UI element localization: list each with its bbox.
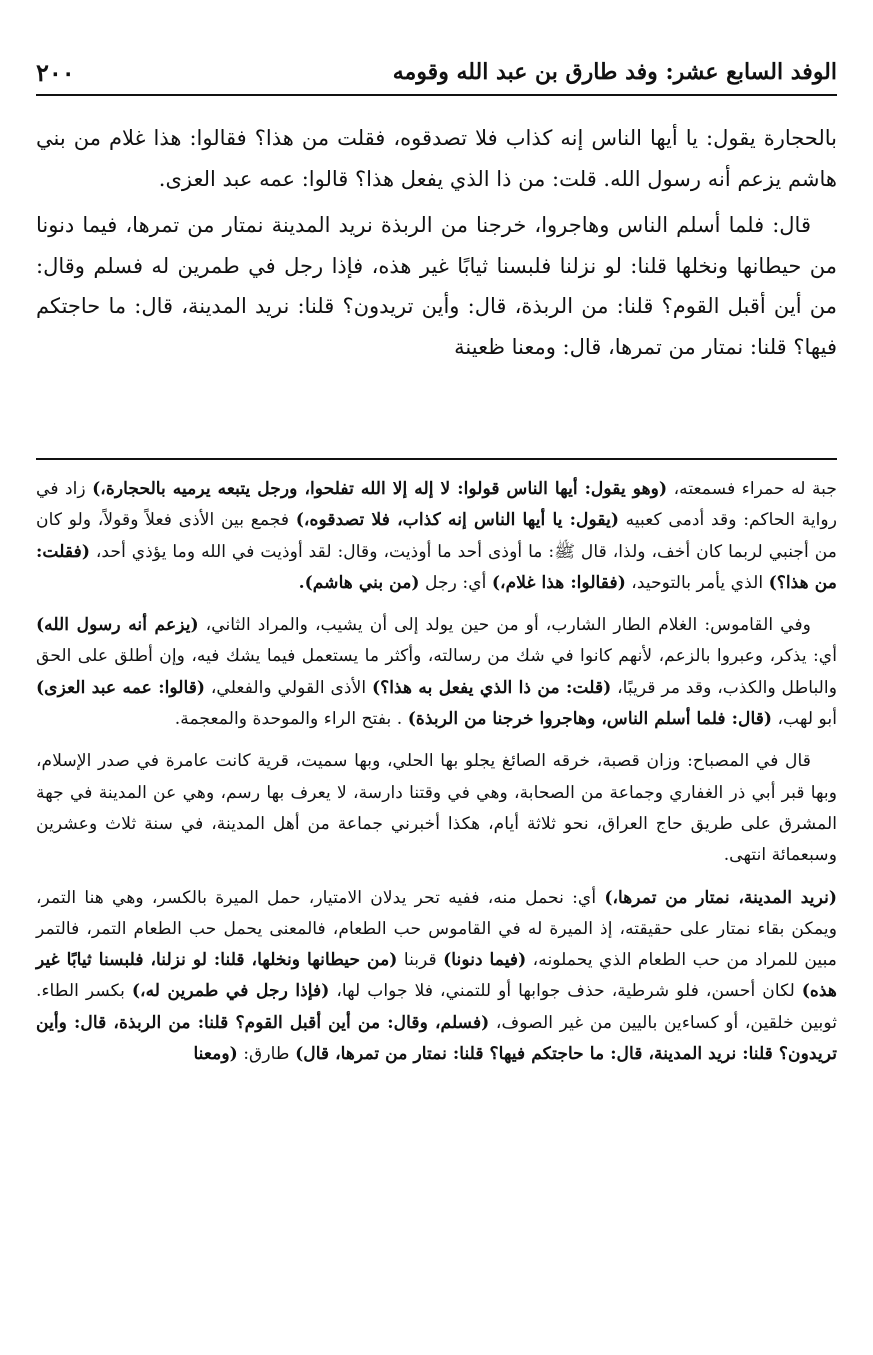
footnote-text: طارق:	[237, 1044, 296, 1065]
footnote-text: أي: نحمل منه، ففيه تحر يدلان الامتيار، حمل الميرة بالكسر، وهي هنا التمر، ويمكن بقاء نمتار على حقيقته، إذ الميرة له في القاموس حب الطعام، فالمعنى يحمل حب الطعام التمر، فالتمر مبين للمراد من حب الطعام الذي يحملونه،	[36, 887, 838, 971]
main-paragraph: بالحجارة يقول: يا أيها الناس إنه كذاب فلا تصدقوه، فقلت من هذا؟ فقالوا: هذا غلام من بني هاشم يزعم أنه رسول الله. قلت: من ذا الذي يفعل هذا؟ قالوا: عمه عبد العزى.	[36, 126, 837, 191]
footnote-text: جبة له حمراء فسمعته،	[667, 479, 837, 499]
running-header	[36, 50, 837, 96]
main-paragraph: قال: فلما أسلم الناس وهاجروا، خرجنا من الربذة نريد المدينة نمتار من تمرها، فيما دنونا من حيطانها ونخلها قلنا: لو نزلنا فلبسنا ثيابًا غير هذه، فإذا رجل في طمرين له فسلم وقال: من أين أقبل القوم؟ قلنا: من الربذة، قال: وأين تريدون؟ قلنا: نريد المدينة، قال: ما حاجتكم فيها؟ قلنا: نمتار من تمرها، قال: ومعنا ظعينة	[36, 213, 837, 359]
footnote-paragraph	[36, 610, 837, 735]
quoted-hadith-text: (فسلم، وقال: من أين أقبل القوم؟ قلنا: من الربذة، قال: وأين تريدون؟ قلنا: نريد المدينة، قال: ما حاجتكم فيها؟ قلنا: نمتار من تمرها، قال)	[36, 1012, 837, 1065]
footnote-text: . بفتح الراء والموحدة والمعجمة.	[174, 709, 408, 730]
quoted-hadith-text: (فإذا رجل في طمرين له،)	[131, 981, 330, 1002]
quoted-hadith-text: (وهو يقول: أيها الناس قولوا: لا إله إلا الله تفلحوا، ورجل يتبعه يرميه بالحجارة،)	[92, 479, 668, 499]
chapter-title: الوفد السابع عشر: وفد طارق بن عبد الله وقومه	[392, 59, 837, 85]
book-page	[36, 0, 837, 1355]
footnote-paragraph	[36, 474, 837, 599]
quoted-hadith-text: (ومعنا	[193, 1044, 238, 1065]
footnote-text: لكان أحسن، فلو شرطية، حذف جوابها أو للتمني، فلا جواب لها،	[329, 981, 802, 1002]
footnotes-section	[36, 474, 837, 1081]
footnote-paragraph: قال في المصباح: وزان قصبة، خرقه الصائغ يجلو بها الحلي، وبها سميت، قرية كانت عامرة في صدر الإسلام، وبها قبر أبي ذر الغفاري وجماعة من الصحابة، وهي في وقتنا دارسة، لا يعرف بها رسم، وهي عن المدينة في جهة المشرق على طريق حاج العراق، نحو ثلاثة أيام، هكذا أخبرني جماعة من أهل المدينة، في سنة ثلاث وعشرين وسبعمائة انتهى.	[36, 751, 837, 866]
quoted-hadith-text: (من حيطانها ونخلها، قلنا: لو نزلنا، فلبسنا ثيابًا غير هذه)	[36, 950, 837, 1002]
footnote-text: أي: رجل	[419, 572, 492, 593]
footnote-paragraph	[36, 883, 837, 1071]
quoted-hadith-text: (قالوا: عمه عبد العزى)	[36, 677, 206, 698]
footnote-text: بكسر الطاء. ثوبين خلقين، أو كساءين باليين من غير الصوف،	[36, 981, 837, 1033]
quoted-hadith-text: (نريد المدينة، نمتار من تمرها،)	[604, 887, 837, 908]
quoted-hadith-text: (يقول: يا أيها الناس إنه كذاب، فلا تصدقوه،)	[295, 510, 619, 531]
footnote-text: فجمع بين الأذى فعلاً وقولاً، ولو كان من أجنبي لربما كان أخف، ولذا، قال ﷺ: ما أوذى أحد ما أوذيت، وقال: لقد أوذيت في الله وما يؤذي أحد،	[36, 510, 837, 562]
quoted-hadith-text: (من بني هاشم).	[298, 572, 420, 593]
quoted-hadith-text: (قال: فلما أسلم الناس، وهاجروا خرجنا من الربذة)	[407, 709, 773, 730]
footnote-text: أبو لهب،	[772, 709, 837, 730]
page-number: ٢٠٠	[36, 57, 75, 87]
quoted-hadith-text: (قلت: من ذا الذي يفعل به هذا؟)	[371, 677, 612, 698]
quoted-hadith-text: (فقلت: من هذا؟)	[36, 541, 837, 593]
footnote-text: زاد في رواية الحاكم: وقد أدمى كعبيه	[36, 479, 837, 531]
main-text	[36, 118, 837, 373]
quoted-hadith-text: (يزعم أنه رسول الله)	[36, 615, 199, 636]
footnote-text: الأذى القولي والفعلي،	[205, 677, 372, 698]
footnote-divider	[36, 458, 837, 460]
footnote-text: أي: يذكر، وعبروا بالزعم، لأنهم كانوا في شك من رسالته، وأكثر ما يستعمل فيما يشك فيه، وإن أطلق على الحق والباطل والكذب، وقد مر قريبًا،	[36, 646, 837, 698]
footnote-text: الذي يأمر بالتوحيد،	[625, 572, 769, 593]
quoted-hadith-text: (فيما دنونا)	[443, 950, 527, 971]
footnote-text: وفي القاموس: الغلام الطار الشارب، أو من حين يولد إلى أن يشيب، والمراد الثاني،	[198, 615, 811, 636]
footnote-text: قربنا	[397, 950, 444, 971]
quoted-hadith-text: (فقالوا: هذا غلام،)	[491, 572, 626, 593]
